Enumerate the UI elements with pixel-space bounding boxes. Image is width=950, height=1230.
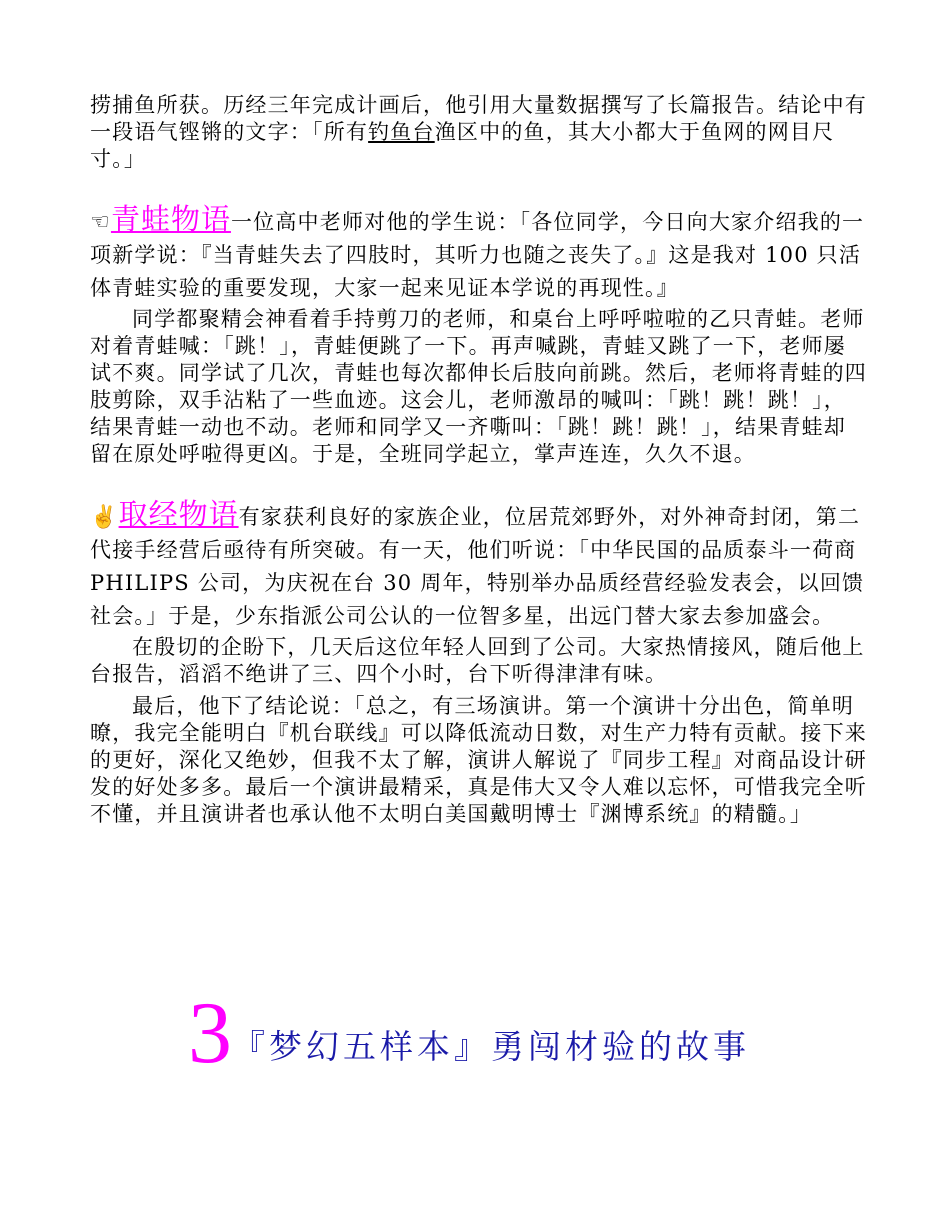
section-learning-paragraph: 在殷切的企盼下，几天后这位年轻人回到了公司。大家热情接风，随后他上台报告，滔滔不绝讲了三、四个小时，台下听得津津有味。 bbox=[90, 635, 865, 686]
section-learning-paragraph: 最后，他下了结论说：「总之，有三场演讲。第一个演讲十分出色，简单明暸，我完全能明白『机台联线』可以降低流动日数，对生产力特有贡献。接下来的更好，深化又绝妙，但我不太了解，演讲人解说了『同步工程』对商品设计研发的好处多多。最后一个演讲最精采，真是伟大又令人难以忘怀，可惜我完全听不懂，并且演讲者也承认他不太明白美国戴明博士『渊博系统』的精髓。」 bbox=[90, 694, 867, 826]
section-learning-lead-text: 有家获利良好的家族企业，位居荒郊野外，对外神奇封闭，第二代接手经营后亟待有所突破。有一天，他们听说：「中华民国的品质泰斗一荷商 PHILIPS 公司，为庆祝在台 30 周年，特别举办品质经营经验发表会，以回馈社会。」于是，少东指派公司公认的一位智多星，出远门替大家去参加盛会。 bbox=[90, 505, 865, 628]
section-frog-title: 青蛙物语 bbox=[110, 202, 231, 236]
section-learning-title: 取经物语 bbox=[118, 497, 239, 531]
section-frog-paragraph: 同学都聚精会神看着手持剪刀的老师，和桌台上呼呼啦啦的乙只青蛙。老师对着青蛙喊：「跳！」，青蛙便跳了一下。再声喊跳，青蛙又跳了一下，老师屡试不爽。同学试了几次，青蛙也每次都伸长后肢向前跳。然后，老师将青蛙的四肢剪除，双手沾粘了一些血迹。这会儿，老师激昂的喊叫：「跳！跳！跳！」，结果青蛙一动也不动。老师和同学又一齐嘶叫：「跳！跳！跳！」，结果青蛙却留在原处呼啦得更凶。于是，全班同学起立，掌声连连，久久不退。 bbox=[90, 307, 867, 466]
chapter-heading bbox=[188, 985, 750, 1082]
section-frog-lead bbox=[90, 203, 868, 305]
section-frog-story bbox=[90, 203, 868, 468]
intro-paragraph bbox=[90, 92, 868, 173]
intro-text-after: 渔区中的鱼，其大小都大于鱼网的网目尺寸。」 bbox=[90, 120, 835, 171]
underlined-term: 钓鱼台 bbox=[368, 120, 435, 144]
section-frog-lead-text: 一位高中老师对他的学生说：「各位同学，今日向大家介绍我的一项新学说：『当青蛙失去了四肢时，其听力也随之丧失了。』这是我对 100 只活体青蛙实验的重要发现，大家一起来见证本学说的再现性。』 bbox=[90, 210, 865, 300]
chapter-title: 『梦幻五样本』勇闯材验的故事 bbox=[232, 1027, 750, 1066]
chapter-number: 3 bbox=[188, 985, 232, 1082]
pointing-hand-icon: ☜ bbox=[90, 210, 111, 235]
intro-text-before: 捞捕鱼所获。历经三年完成计画后，他引用大量数据撰写了长篇报告。结论中有一段语气铿锵的文字：「所有 bbox=[90, 93, 867, 144]
document-body bbox=[90, 92, 868, 828]
section-learning-lead bbox=[90, 498, 868, 633]
victory-hand-icon: ✌ bbox=[90, 505, 119, 530]
section-learning-story bbox=[90, 498, 868, 828]
